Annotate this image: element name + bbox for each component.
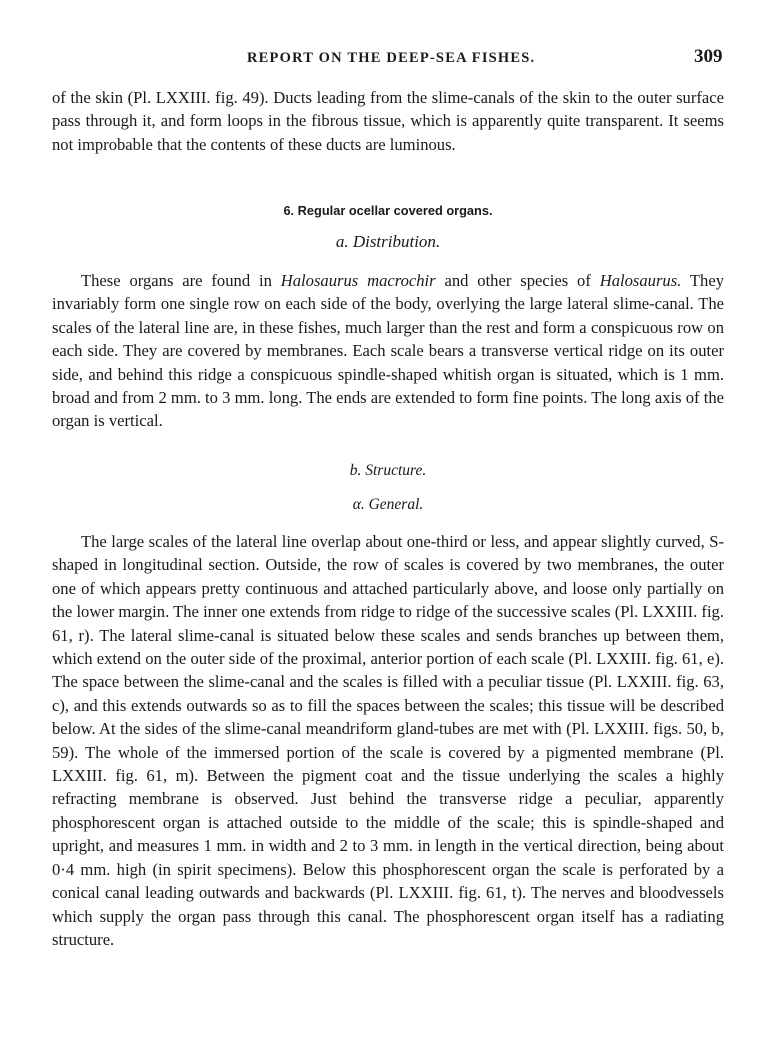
section-heading: 6. Regular ocellar covered organs. — [283, 203, 493, 218]
species-name: Halosaurus macrochir — [280, 271, 436, 290]
text-run: They invariably form one single row on each side of the body, overlying the large lateral slime-canal. The scales of the lateral line are, in these fishes, much larger than the rest and form a conspicuous row on each side. They are covered by membranes. Each scale bears a transverse vertical ridge on its outer side, and behind this ridge a conspicuous spindle-shaped whitish organ is situated, which is 1 mm. broad and from 2 mm. to 3 mm. long. The ends are extended to form fine points. The long axis of the organ is vertical. — [52, 271, 724, 431]
general-heading: α. General. — [352, 496, 424, 513]
paragraph-text — [52, 269, 724, 433]
structure-paragraph — [52, 530, 724, 951]
running-title: REPORT ON THE DEEP-SEA FISHES. — [247, 50, 536, 66]
structure-heading: b. Structure. — [349, 462, 427, 479]
running-head — [0, 46, 776, 70]
paragraph-text: The large scales of the lateral line overlap about one-third or less, and appear slightly curved, S-shaped in longitudinal section. Outside, the row of scales is covered by two membranes, the outer one of which appears pretty continuous and attached particularly above, and loose only partially on the lower margin. The inner one extends from ridge to ridge of the successive scales (Pl. LXXIII. fig. 61, r). The lateral slime-canal is situated below these scales and sends branches up between them, which extend on the outer side of the proximal, anterior portion of each scale (Pl. LXXIII. fig. 61, e). The space between the slime-canal and the scales is filled with a peculiar tissue (Pl. LXXIII. fig. 63, c), and this extends outwards so as to fill the spaces between the scales; this tissue will be described below. At the sides of the slime-canal meandriform gland-tubes are met with (Pl. LXXIII. figs. 50, b, 59). The whole of the immersed portion of the scale is covered by a pigmented membrane (Pl. LXXIII. fig. 61, m). Between the pigment coat and the tissue underlying the scales a highly refracting membrane is observed. Just behind the transverse ridge a peculiar, apparently phosphorescent organ is attached outside to the middle of the scale; this is spindle-shaped and upright, and measures 1 mm. in width and 2 to 3 mm. in length in the vertical direction, being about 0·4 mm. high (in spirit specimens). Below this phosphorescent organ the scale is perforated by a conical canal leading outwards and backwards (Pl. LXXIII. fig. 61, t). The nerves and bloodvessels which supply the organ pass through this canal. The phosphorescent organ itself has a radiating structure. — [52, 532, 724, 949]
text-run: and other species of — [435, 271, 600, 290]
species-name: Halosaurus. — [599, 271, 682, 290]
page-number: 309 — [694, 46, 723, 67]
distribution-heading: a. Distribution. — [335, 232, 441, 251]
paragraph-text: of the skin (Pl. LXXIII. fig. 49). Ducts leading from the slime-canals of the skin to the outer surface pass through it, and form loops in the fibrous tissue, which is apparently quite transparent. It seems not improbable that the contents of these ducts are luminous. — [52, 88, 724, 154]
distribution-paragraph — [52, 269, 724, 433]
text-run: These organs are found in — [81, 271, 281, 290]
paragraph-continuation — [52, 86, 724, 156]
